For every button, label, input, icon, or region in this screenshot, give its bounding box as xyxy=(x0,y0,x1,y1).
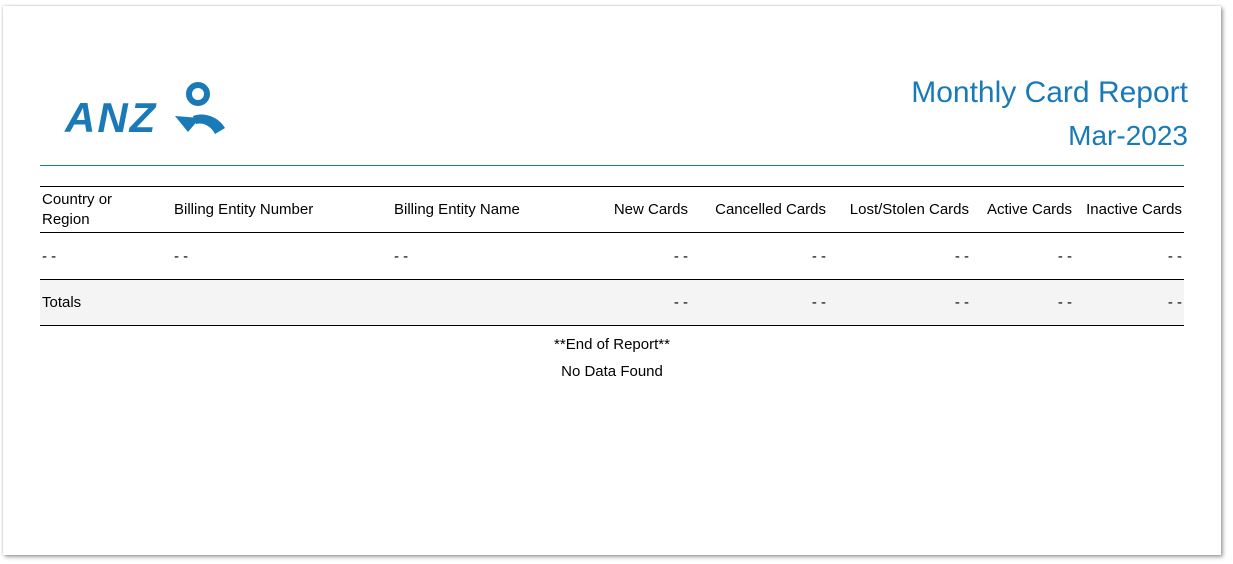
anz-logo-icon xyxy=(63,82,233,142)
anz-logo xyxy=(63,82,233,142)
cell-billing-entity-name: - - xyxy=(394,247,409,265)
totals-cancelled-cards: - - xyxy=(690,280,828,326)
report-period: Mar-2023 xyxy=(1068,120,1188,151)
cell-billing-entity-number: - - xyxy=(174,247,189,265)
col-header-lost-stolen-cards: Lost/Stolen Cards xyxy=(828,187,971,233)
totals-inactive-cards: - - xyxy=(1074,280,1184,326)
table-row xyxy=(40,233,1184,280)
anz-logo-wordmark: ANZ xyxy=(65,94,158,141)
report-page xyxy=(3,6,1221,555)
totals-label: Totals xyxy=(40,280,172,326)
cell-inactive-cards: - - xyxy=(1167,247,1182,265)
card-report-table xyxy=(40,186,1184,326)
totals-active-cards: - - xyxy=(971,280,1074,326)
totals-empty-cell xyxy=(172,280,392,326)
col-header-cancelled-cards: Cancelled Cards xyxy=(690,187,828,233)
totals-empty-cell xyxy=(392,280,582,326)
end-of-report-label: **End of Report** xyxy=(554,336,670,353)
cell-new-cards: - - xyxy=(673,247,688,265)
table-header-row xyxy=(40,187,1184,233)
no-data-message: No Data Found xyxy=(561,363,663,380)
cell-active-cards: - - xyxy=(1057,247,1072,265)
totals-new-cards: - - xyxy=(582,280,690,326)
col-header-country: Country or Region xyxy=(40,187,172,233)
col-header-billing-entity-number: Billing Entity Number xyxy=(172,187,392,233)
cell-lost-stolen-cards: - - xyxy=(954,247,969,265)
col-header-active-cards: Active Cards xyxy=(971,187,1074,233)
header-divider xyxy=(40,165,1184,166)
report-title: Monthly Card Report xyxy=(911,76,1188,109)
col-header-inactive-cards: Inactive Cards xyxy=(1074,187,1184,233)
cell-cancelled-cards: - - xyxy=(811,247,826,265)
col-header-new-cards: New Cards xyxy=(582,187,690,233)
col-header-billing-entity-name: Billing Entity Name xyxy=(392,187,582,233)
totals-lost-stolen-cards: - - xyxy=(828,280,971,326)
totals-row xyxy=(40,280,1184,326)
cell-country: - - xyxy=(42,247,57,265)
